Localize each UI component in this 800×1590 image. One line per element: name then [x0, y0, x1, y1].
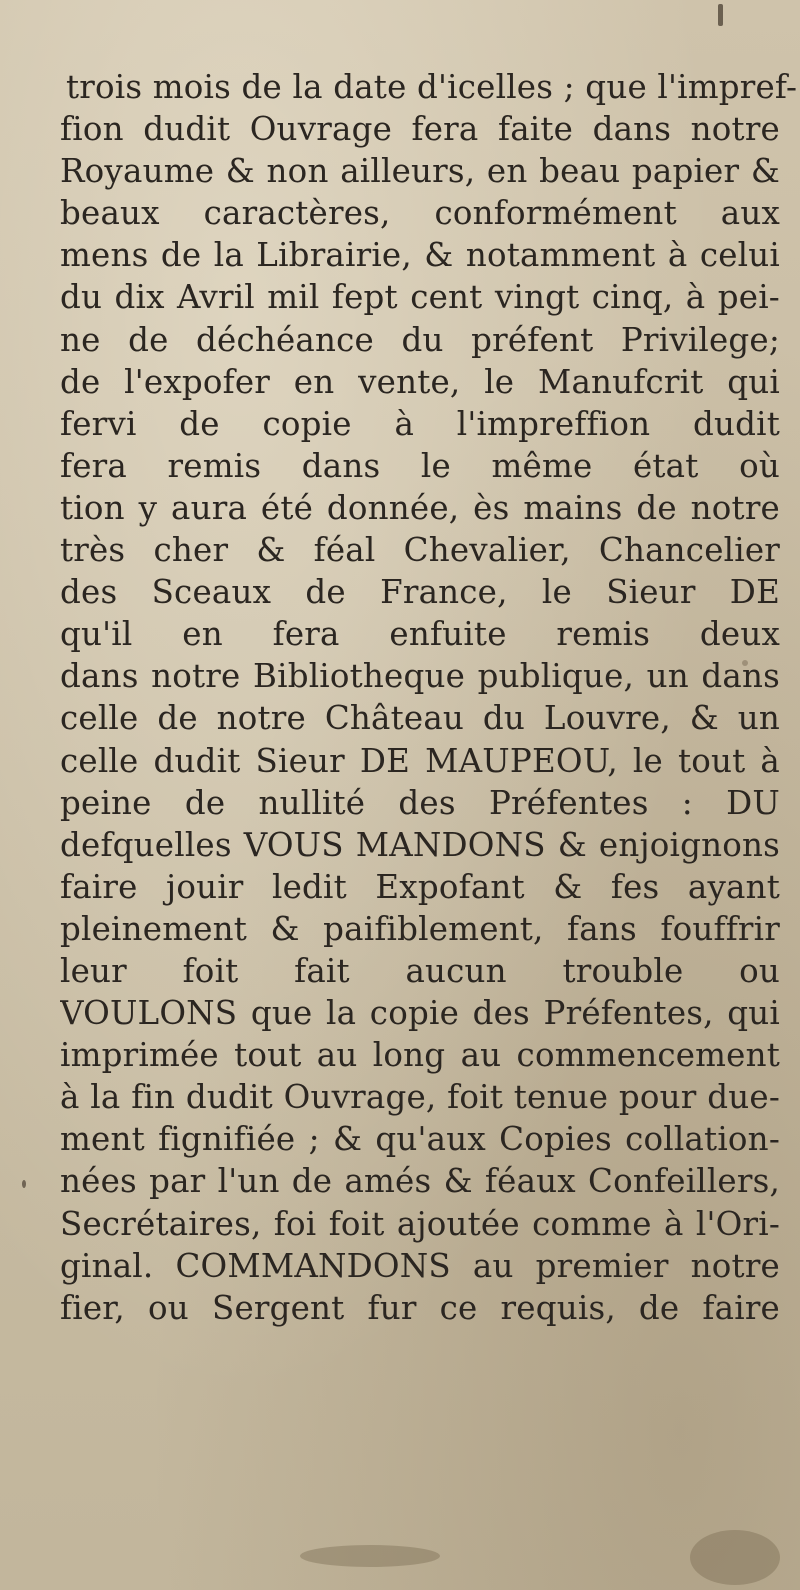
- text-line: fera remis dans le même état où: [60, 446, 780, 485]
- text-line: nées par l'un de amés & féaux Confeillers,: [60, 1162, 780, 1201]
- text-line: leur foit fait aucun trouble ou: [60, 951, 780, 990]
- text-line: ginal. COMMANDONS au premier notre: [60, 1246, 780, 1285]
- text-line: du dix Avril mil fept cent vingt cinq, à pei-: [60, 278, 780, 317]
- text-line: defquelles VOUS MANDONS & enjoignons: [60, 825, 780, 864]
- paper-stain: [22, 1180, 26, 1188]
- text-line: de l'expofer en vente, le Manufcrit qui: [60, 362, 780, 401]
- text-line: Secrétaires, foi foit ajoutée comme à l'Ori-: [60, 1204, 780, 1243]
- text-line: trois mois de la date d'icelles ; que l'impref-: [66, 68, 798, 106]
- text-line: fervi de copie à l'impreffion dudit: [60, 404, 780, 443]
- text-line: très cher & féal Chevalier, Chancelier: [60, 531, 780, 570]
- text-line: ne de déchéance du préfent Privilege;: [60, 320, 780, 359]
- text-line: imprimée tout au long au commencement: [60, 1036, 780, 1075]
- text-line: fion dudit Ouvrage fera faite dans notre: [60, 110, 780, 149]
- text-line: peine de nullité des Préfentes : DU: [60, 783, 780, 822]
- text-line: pleinement & paifiblement, fans fouffrir: [60, 909, 780, 948]
- text-line: celle dudit Sieur DE MAUPEOU, le tout à: [60, 741, 780, 780]
- text-line: fier, ou Sergent fur ce requis, de faire: [60, 1288, 780, 1327]
- text-line: des Sceaux de France, le Sieur DE: [60, 573, 780, 612]
- paper-stain: [718, 4, 723, 26]
- text-line: à la fin dudit Ouvrage, foit tenue pour due-: [60, 1078, 780, 1117]
- text-line: beaux caractères, conformément aux: [60, 194, 780, 233]
- text-line: dans notre Bibliotheque publique, un dans: [60, 657, 780, 696]
- paper-stain: [690, 1530, 780, 1585]
- text-line: celle de notre Château du Louvre, & un: [60, 699, 780, 738]
- paper-stain: [300, 1545, 440, 1567]
- text-line: mens de la Librairie, & notamment à celui: [60, 236, 780, 275]
- text-line: tion y aura été donnée, ès mains de notre: [60, 488, 780, 527]
- text-line: VOULONS que la copie des Préfentes, qui: [60, 994, 780, 1033]
- text-line: faire jouir ledit Expofant & fes ayant: [60, 867, 780, 906]
- text-line: ment fignifiée ; & qu'aux Copies collation-: [60, 1120, 780, 1159]
- text-line: qu'il en fera enfuite remis deux: [60, 615, 780, 654]
- text-line: Royaume & non ailleurs, en beau papier &: [60, 152, 780, 191]
- document-body-text: [60, 66, 798, 1329]
